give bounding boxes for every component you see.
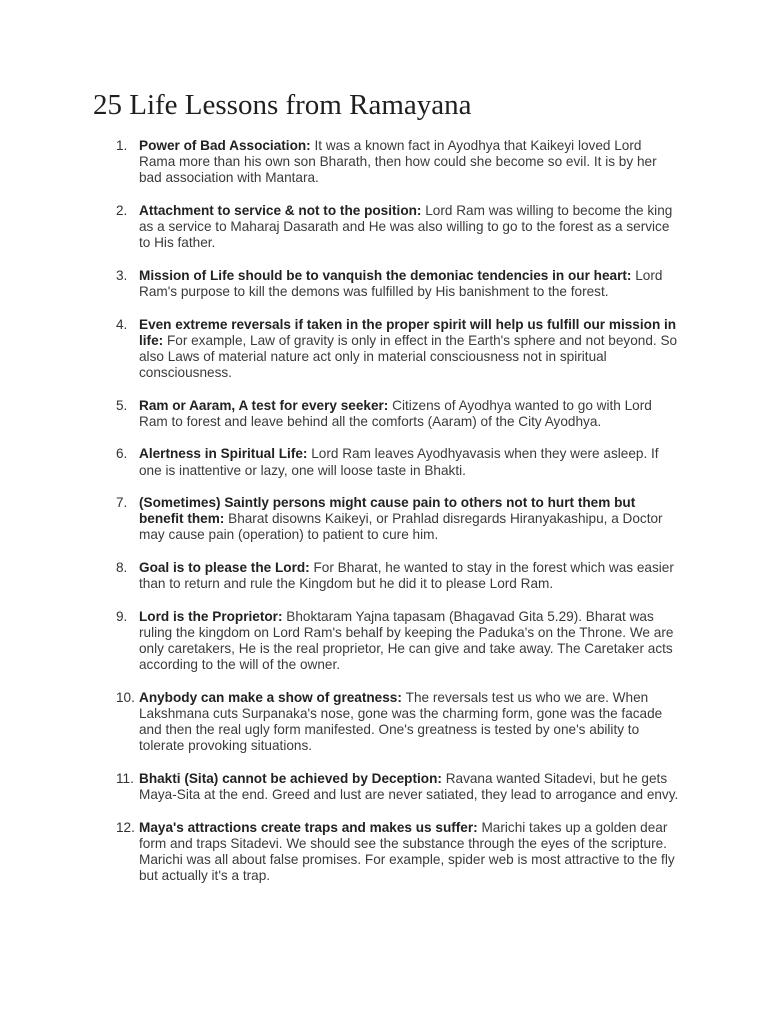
item-text: Marichi takes up a golden dear form and traps Sitadevi. We should see the substance through the eyes of the scripture. Marichi was all about false promises. For example, spider web is most attractive to the fly but actually it's a trap. xyxy=(139,819,675,884)
item-heading: Maya's attractions create traps and makes us suffer: xyxy=(139,819,482,835)
item-text: Lord Ram leaves Ayodhyavasis when they were asleep. If one is inattentive or lazy, one will loose taste in Bhakti. xyxy=(139,446,659,478)
item-heading: Alertness in Spiritual Life: xyxy=(139,446,312,462)
item-number: 4. xyxy=(116,316,128,332)
item-number: 3. xyxy=(116,267,128,283)
list-item xyxy=(100,609,680,674)
item-heading: Goal is to please the Lord: xyxy=(139,559,314,575)
list-item xyxy=(100,398,680,430)
item-heading: Even extreme reversals if taken in the proper spirit will help us fulfill our mission in life: xyxy=(139,316,677,348)
item-number: 12. xyxy=(116,819,135,835)
item-heading: Ram or Aaram, A test for every seeker: xyxy=(139,397,393,413)
item-text: Lord Ram's purpose to kill the demons was fulfilled by His banishment to the forest. xyxy=(139,267,663,300)
list-item xyxy=(100,203,680,252)
list-item xyxy=(100,560,680,592)
list-item xyxy=(100,138,680,187)
item-number: 9. xyxy=(116,608,128,624)
item-text: Citizens of Ayodhya wanted to go with Lord Ram to forest and leave behind all the comforts (Aaram) of the City Ayodhya. xyxy=(139,397,652,429)
item-heading: Mission of Life should be to vanquish the demoniac tendencies in our heart: xyxy=(139,267,636,283)
list-item xyxy=(100,446,680,478)
item-number: 1. xyxy=(116,138,128,153)
list-item xyxy=(100,771,680,803)
list-item xyxy=(100,268,680,300)
item-heading: Attachment to service & not to the position: xyxy=(139,202,426,218)
item-number: 5. xyxy=(116,397,128,413)
item-number: 6. xyxy=(116,446,128,462)
item-text: Lord Ram was willing to become the king as a service to Maharaj Dasarath and He was also willing to go to the forest as a service to His father. xyxy=(139,202,673,251)
list-item xyxy=(100,820,680,885)
item-text: Bhoktaram Yajna tapasam (Bhagavad Gita 5.29). Bharat was ruling the kingdom on Lord Ram's behalf by keeping the Paduka's on the Throne. We are only caretakers, He is the real proprietor, He can give and take away. The Caretaker acts according to the will of the owner. xyxy=(139,608,674,673)
item-text: The reversals test us who we are. When Lakshmana cuts Surpanaka's nose, gone was the charming form, gone was the facade and then the real ugly form manifested. One's greatness is tested by one's ability to tolerate provoking situations. xyxy=(139,689,663,754)
lessons-list xyxy=(100,138,680,901)
item-text: For example, Law of gravity is only in effect in the Earth's sphere and not beyond. So also Laws of material nature act only in material consciousness not in spiritual consciousness. xyxy=(139,332,678,381)
item-number: 11. xyxy=(116,770,134,786)
item-heading: Bhakti (Sita) cannot be achieved by Deception: xyxy=(139,770,446,786)
list-item xyxy=(100,690,680,755)
item-heading: Power of Bad Association: xyxy=(139,138,315,153)
document-title: 25 Life Lessons from Ramayana xyxy=(93,89,472,121)
item-heading: (Sometimes) Saintly persons might cause pain to others not to hurt them but benefit them: xyxy=(139,495,636,527)
item-text: Bharat disowns Kaikeyi, or Prahlad disregards Hiranyakashipu, a Doctor may cause pain (operation) to patient to cure him. xyxy=(139,511,663,543)
item-number: 2. xyxy=(116,202,128,218)
list-item xyxy=(100,317,680,382)
item-text: It was a known fact in Ayodhya that Kaikeyi loved Lord Rama more than his own son Bharath, then how could she become so evil. It is by her bad association with Mantara. xyxy=(139,138,657,186)
item-number: 10. xyxy=(116,689,135,705)
item-number: 7. xyxy=(116,495,128,511)
item-heading: Lord is the Proprietor: xyxy=(139,608,287,624)
item-text: Ravana wanted Sitadevi, but he gets Maya-Sita at the end. Greed and lust are never satiated, they lead to arrogance and envy. xyxy=(139,770,679,803)
list-item xyxy=(100,495,680,544)
item-text: For Bharat, he wanted to stay in the forest which was easier than to return and rule the Kingdom but he did it to please Lord Ram. xyxy=(139,559,674,592)
item-heading: Anybody can make a show of greatness: xyxy=(139,689,406,705)
item-number: 8. xyxy=(116,559,128,575)
